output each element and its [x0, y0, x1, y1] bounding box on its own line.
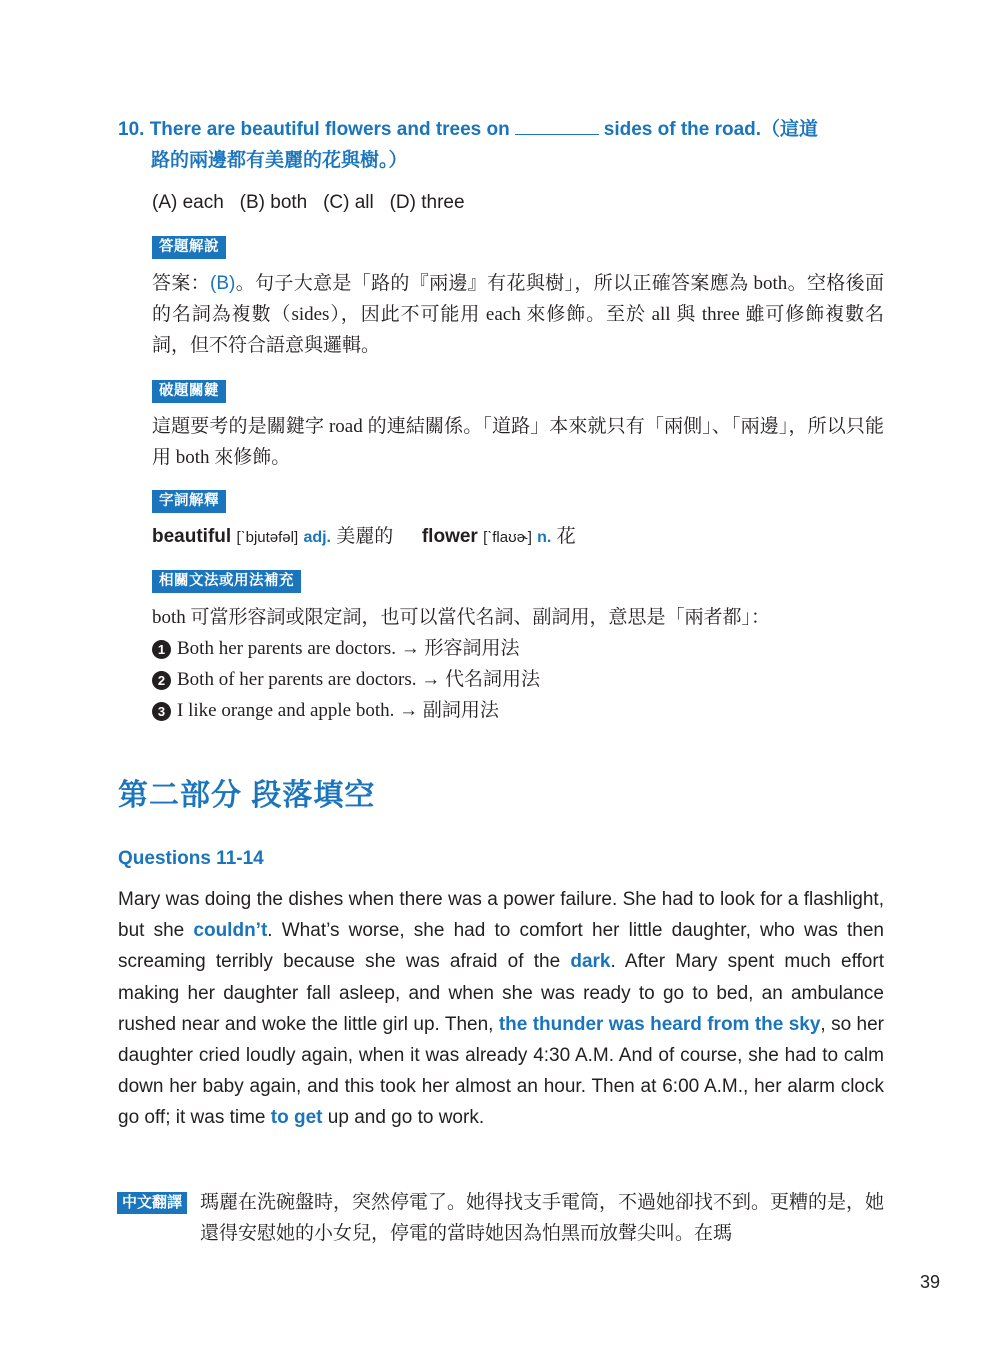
page-number: 39 [920, 1272, 941, 1292]
vocab-meaning-2: 花 [556, 526, 576, 547]
passage-text: . What’s worse, she had to comfort her little daughter, who was then screaming terribly because she was afraid of the [118, 920, 884, 973]
answer-prefix: 答案： [152, 273, 211, 294]
vocab-phonetic-2: [ˋflaʊɚ] [483, 529, 532, 546]
vocab-word-2: flower [421, 526, 478, 547]
question-number: 10. [118, 119, 145, 140]
question-options: (A) each (B) both (C) all (D) three [152, 192, 465, 213]
passage-text: Mary was doing the dishes when there was a power failure. She had to look for a flashlight, but she [118, 889, 884, 942]
key-point-text: 這題要考的是關鍵字 road 的連結關係。「道路」本來就只有「兩側」、「兩邊」，所以只能用 both 來修飾。 [152, 416, 884, 468]
translation-tag: 中文翻譯 [117, 1192, 187, 1214]
number-1-icon: 1 [152, 640, 171, 659]
answer-explanation-tag: 答題解說 [152, 236, 226, 259]
vocabulary-tag: 字詞解釋 [152, 490, 226, 513]
question-text-before: There are beautiful flowers and trees on [149, 119, 510, 140]
vocab-phonetic-1: [ˋbjutəfəl] [236, 529, 299, 546]
translation-text: 瑪麗在洗碗盤時，突然停電了。她得找支手電筒，不過她卻找不到。更糟的是，她還得安慰她的小女兒，停電的當時她因為怕黑而放聲尖叫。在瑪 [200, 1192, 885, 1244]
passage-text: , so her daughter cried loudly again, when it was already 4:30 A.M. And of course, she had to calm down her baby again, and this took her almost an hour. Then at 6:00 A.M., her alarm clock go off; it was time [118, 1013, 884, 1129]
grammar-section [152, 602, 892, 726]
passage-text: up and go to work. [322, 1107, 485, 1129]
grammar-item [152, 633, 892, 664]
vocab-pos-2: n. [537, 529, 552, 546]
question-10 [118, 114, 888, 176]
answer-rest: 。句子大意是「路的『兩邊』有花與樹」，所以正確答案應為 both。空格後面的名詞為複數（sides），因此不可能用 each 來修飾。至於 all 與 three 雖可修飾複數名詞，但不符合語意與邏輯。 [152, 273, 884, 356]
passage-text: . After Mary spent much effort making her daughter fall asleep, and when she was ready to go to bed, an ambulance rushed near and woke the little girl up. Then, [118, 951, 884, 1035]
number-2-icon: 2 [152, 671, 171, 690]
reading-passage [118, 884, 884, 1134]
highlight-answer-12: dark [570, 951, 611, 973]
question-text-line2: 路的兩邊都有美麗的花與樹。） [151, 150, 408, 171]
grammar-tag: 相關文法或用法補充 [152, 570, 301, 593]
vocab-word-1: beautiful [152, 526, 232, 547]
number-3-icon: 3 [152, 702, 171, 721]
highlight-answer-11: couldn’t [193, 920, 268, 942]
grammar-item-text: Both her parents are doctors. → 形容詞用法 [177, 638, 520, 659]
vocab-pos-1: adj. [303, 529, 331, 546]
vocab-meaning-1: 美麗的 [336, 526, 394, 547]
grammar-intro: both 可當形容詞或限定詞，也可以當代名詞、副詞用，意思是「兩者都」： [152, 607, 771, 628]
key-point-tag: 破題關鍵 [152, 380, 226, 403]
highlight-answer-13: the thunder was heard from the sky [498, 1013, 821, 1035]
grammar-item-text: Both of her parents are doctors. → 代名詞用法 [177, 669, 541, 690]
answer-explanation [152, 268, 884, 361]
highlight-answer-14: to get [270, 1107, 323, 1129]
section-title: 第二部分 段落填空 [118, 779, 376, 812]
answer-blank [515, 115, 599, 135]
question-text-after: sides of the road.（這道 [603, 119, 819, 140]
grammar-item [152, 664, 892, 695]
grammar-item [152, 695, 892, 726]
questions-label: Questions 11-14 [118, 848, 264, 869]
answer-value: (B) [210, 273, 236, 294]
grammar-item-text: I like orange and apple both. → 副詞用法 [177, 700, 499, 721]
vocabulary-line [152, 524, 576, 551]
